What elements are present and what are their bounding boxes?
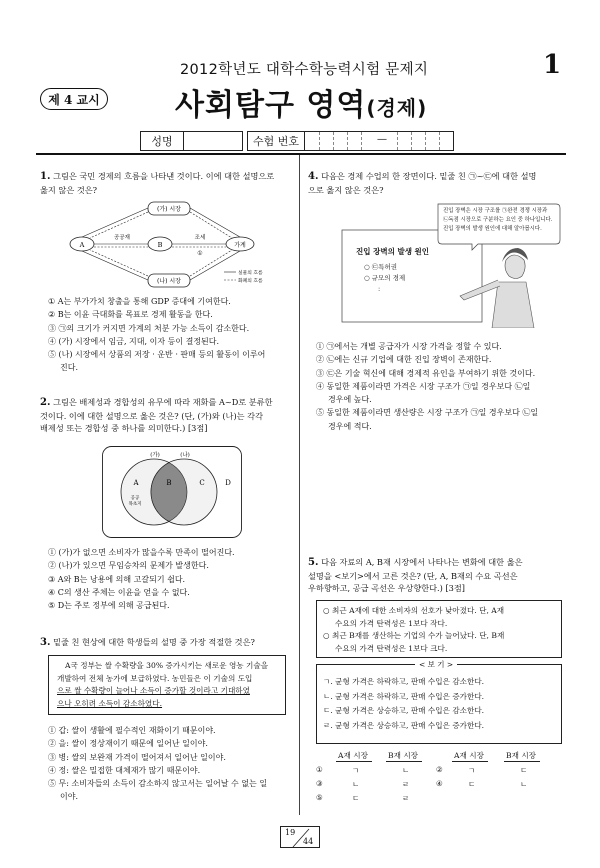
q3-number: 3. [40, 637, 51, 648]
q1-household: 가계 [234, 242, 246, 249]
q1-stem [40, 170, 292, 196]
q5-bogi-3: ㄷ. 균형 가격은 상승하고, 판매 수입은 감소한다. [323, 706, 485, 715]
q3-box-line3: 으로 쌀 수확량이 늘어나 소득이 증가할 것이라고 기대하였 [57, 686, 250, 696]
q3-stem [40, 636, 295, 650]
q4-board-item3: : [378, 285, 381, 293]
q2-option-1[interactable]: ① (가)가 없으면 소비자가 많을수록 만족이 떨어진다. [48, 548, 235, 557]
subject-main: 사회탐구 영역 [175, 88, 367, 123]
q5-header-b1: B재 시장 [388, 751, 419, 760]
q5-row1[interactable] [316, 765, 566, 777]
q5-header-a2: A재 시장 [454, 751, 484, 760]
q3-option-5[interactable]: ⑤ 무: 소비자들의 소득이 감소하지 않고서는 일어날 수 없는 일 [48, 779, 268, 789]
q4-options [316, 340, 566, 433]
exam-number-dash: — [377, 134, 387, 145]
q4-board-item1: ○ ㉢특허권 [364, 263, 398, 271]
q1-na-market: (나) 시장 [157, 278, 181, 285]
q5-r2-num2: ④ [436, 779, 443, 788]
column-divider [299, 155, 300, 815]
q5-r1-b2: ㄷ [520, 766, 528, 775]
page-counter [280, 826, 320, 848]
q4-bubble-line3: 진입 장벽의 발생 원인에 대해 알아봅시다. [443, 226, 542, 232]
q2-public-label: 공공 [130, 496, 140, 501]
q1-legend-money: 화폐의 흐름 [238, 279, 263, 284]
q1-option-5[interactable]: ⑤ (나) 시장에서 상품의 저장 · 운반 · 판매 등의 활동이 이루어 [48, 350, 266, 360]
q2-na: (나) [180, 452, 190, 459]
q1-option-1[interactable]: ① A는 부가가치 창출을 통해 GDP 증대에 기여한다. [48, 297, 231, 306]
q3-option-3[interactable]: ③ 병: 쌀의 보완재 가격이 떨어져서 일어난 일이야. [48, 752, 226, 762]
q1-B: B [157, 241, 163, 249]
q2-option-2[interactable]: ② (나)가 있으면 무임승차의 문제가 발생한다. [48, 561, 209, 571]
name-field[interactable] [183, 131, 243, 151]
q5-r2-b2: ㄴ [520, 780, 528, 789]
q1-text2: 옳지 않은 것은? [40, 184, 98, 195]
header-rule [36, 153, 566, 155]
q4-board-items [364, 262, 405, 295]
q3-option-5-cont: 이야. [60, 792, 78, 802]
q3-text: 밑줄 친 현상에 대한 학생들의 설명 중 가장 적절한 것은? [53, 637, 255, 647]
q4-option-4-cont: 경우에 높다. [328, 395, 372, 405]
q5-r1-num2: ② [436, 765, 443, 774]
q1-options [48, 295, 293, 375]
q1-option-5-cont: 진다. [60, 363, 78, 373]
q1-number: 1. [40, 171, 51, 182]
page-total: 44 [303, 837, 314, 846]
exam-title: 2012학년도 대학수학능력시험 문제지 [180, 62, 429, 78]
q5-bogi-box [316, 660, 562, 744]
q4-option-5-cont: 경우에 적다. [328, 421, 372, 431]
name-label: 성명 [151, 135, 173, 148]
q5-text2: 설명을 <보기>에서 고른 것은? (단, A, B재의 수요 곡선은 [308, 570, 518, 581]
q5-bogi-2: ㄴ. 균형 가격은 하락하고, 판매 수입은 증가한다. [323, 691, 485, 701]
q4-option-1[interactable]: ① ㉠에서는 개별 공급자가 시장 가격을 정할 수 있다. [316, 342, 502, 351]
q1-ga-market: (가) 시장 [157, 206, 181, 213]
q5-bogi-list [323, 675, 484, 733]
q4-text1: 다음은 경제 수업의 한 장면이다. 밑줄 친 ㉠~㉢에 대한 설명 [321, 171, 537, 181]
q5-number: 5. [308, 557, 319, 568]
q1-text1: 그림은 국민 경제의 흐름을 나타낸 것이다. 이에 대한 설명으로 [53, 171, 275, 181]
q5-box-line3: ○ 최근 B재를 생산하는 기업의 수가 늘어났다. 단, B재 [323, 631, 505, 641]
q5-bogi-1: ㄱ. 균형 가격은 하락하고, 판매 수입은 감소한다. [323, 677, 485, 686]
q4-number: 4. [308, 171, 319, 182]
q5-bogi-4: ㄹ. 균형 가격은 상승하고, 판매 수입은 증가한다. [323, 720, 485, 730]
q5-row2[interactable] [316, 779, 566, 791]
q5-r3-b1: ㄹ [402, 794, 410, 803]
q3-option-2[interactable]: ② 을: 쌀이 정상재이기 때문에 일어난 일이야. [48, 739, 208, 749]
exam-number-field[interactable] [304, 131, 454, 151]
q4-option-4[interactable]: ④ 동일한 제품이라면 가격은 시장 구조가 ㉠일 경우보다 ㉡일 [316, 381, 531, 391]
q2-option-4[interactable]: ④ C의 생산 주체는 이윤을 얻을 수 없다. [48, 587, 190, 597]
q4-speech-bubble [443, 207, 561, 234]
q5-text3: 우하향하고, 공급 곡선은 우상향한다.) [3점] [308, 583, 465, 594]
q5-box-line4: 수요의 가격 탄력성은 1보다 크다. [335, 643, 448, 653]
q2-options [48, 546, 293, 612]
q2-number: 2. [40, 397, 51, 408]
q2-ga: (가) [150, 452, 160, 459]
q4-bubble-line1: 진입 장벽은 시장 구조를 ㉠완전 경쟁 시장과 [443, 208, 548, 214]
q5-r2-a2: ㄷ [468, 780, 476, 789]
q5-r1-a2: ㄱ [468, 766, 476, 775]
q2-public-label2: 목초지 [128, 502, 142, 507]
q5-r1-a1: ㄱ [352, 766, 360, 775]
page-current: 19 [285, 828, 296, 837]
q2-stem [40, 396, 295, 435]
q4-option-5[interactable]: ⑤ 동일한 제품이라면 생산량은 시장 구조가 ㉠일 경우보다 ㉡일 [316, 408, 539, 418]
q4-text2: 으로 옳지 않은 것은? [308, 184, 384, 195]
q5-data-box [316, 600, 562, 658]
q5-bogi-label: < 보 기 > [415, 659, 457, 670]
q1-public-goods: 공공재 [114, 235, 130, 241]
subject-title [175, 80, 427, 124]
q3-option-1[interactable]: ① 갑: 쌀이 생활에 필수적인 재화이기 때문이야. [48, 726, 216, 735]
q5-text1: 다음 자료의 A, B재 시장에서 나타나는 변화에 대한 옳은 [321, 557, 523, 567]
exam-number-label: 수험 번호 [252, 135, 299, 148]
q4-board-title: 진입 장벽의 발생 원인 [356, 247, 430, 256]
q5-row3[interactable] [316, 793, 566, 805]
q3-passage-box [48, 655, 286, 715]
q2-venn-diagram [102, 446, 242, 538]
q2-text3: 배제성 또는 경합성 중 하나를 의미한다.) [3점] [40, 423, 208, 434]
q5-r1-num1: ① [316, 765, 323, 774]
q5-box-line1: ○ 최근 A재에 대한 소비자의 선호가 낮아졌다. 단, A재 [323, 606, 505, 615]
q5-r1-b1: ㄴ [402, 766, 410, 775]
q5-header-a1: A재 시장 [338, 751, 368, 760]
q1-circle1: ① [197, 250, 203, 257]
q5-r2-num1: ③ [316, 779, 323, 788]
q3-box-line1: A국 정부는 쌀 수확량을 30% 증가시키는 새로운 영농 기술을 [65, 661, 269, 670]
q1-option-3[interactable]: ③ ㉠의 크기가 커지면 가계의 처분 가능 소득이 감소한다. [48, 323, 250, 333]
q1-A: A [79, 241, 85, 249]
q5-r3-num1: ⑤ [316, 793, 323, 802]
q3-box-line4: 으나 오히려 소득이 감소하였다. [57, 698, 163, 708]
q3-option-4[interactable]: ④ 정: 쌀은 밀접한 대체재가 많기 때문이야. [48, 765, 201, 775]
subject-sub: (경제) [366, 96, 428, 120]
q4-option-2[interactable]: ② ㉡에는 신규 기업에 대한 진입 장벽이 존재한다. [316, 355, 492, 365]
q5-r3-a1: ㄷ [352, 794, 360, 803]
q2-option-3[interactable]: ③ A와 B는 낭용에 의해 고갈되기 쉽다. [48, 574, 186, 584]
q3-box-line2: 개발하여 전체 농가에 보급하였다. 농민들은 이 기술의 도입 [57, 673, 253, 683]
name-label-cell [140, 131, 184, 151]
q5-box-line2: 수요의 가격 탄력성은 1보다 작다. [335, 618, 448, 628]
q4-bubble-line2: ㉡독점 시장으로 구분하는 요인 중 하나입니다. [443, 217, 553, 223]
q2-text2: 것이다. 이에 대한 설명으로 옳은 것은? (단, (가)와 (나)는 각각 [40, 410, 263, 421]
q5-r2-a1: ㄴ [352, 780, 360, 789]
q1-legend-real: 실물의 흐름 [238, 271, 263, 276]
q2-D: D [225, 479, 231, 487]
q2-B: B [166, 479, 172, 487]
q5-stem [308, 556, 566, 595]
q5-header-b2: B재 시장 [506, 751, 537, 760]
q1-flow-diagram [60, 200, 285, 290]
q2-A: A [133, 479, 139, 487]
q1-option-4[interactable]: ④ (가) 시장에서 임금, 지대, 이자 등이 결정된다. [48, 336, 220, 346]
q2-C: C [199, 479, 205, 487]
period-badge: 제 4 교시 [40, 88, 108, 110]
q3-options [48, 724, 293, 804]
exam-number-label-cell [247, 131, 305, 151]
page-number: 1 [543, 50, 562, 80]
q4-board-item2: ○ 규모의 경제 [364, 274, 406, 282]
q1-option-2[interactable]: ② B는 이윤 극대화를 목표로 경제 활동을 한다. [48, 310, 213, 320]
q1-taxes: 조세 [194, 235, 206, 241]
q4-stem [308, 170, 566, 196]
q4-option-3[interactable]: ③ ㉢은 기술 혁신에 대해 경제적 유인을 부여하기 위한 것이다. [316, 368, 536, 378]
q2-text1: 그림은 배제성과 경합성의 유무에 따라 재화를 A~D로 분류한 [53, 397, 273, 407]
q2-option-5[interactable]: ⑤ D는 주로 정부에 의해 공급된다. [48, 601, 170, 611]
q5-r2-b1: ㄹ [402, 780, 410, 789]
